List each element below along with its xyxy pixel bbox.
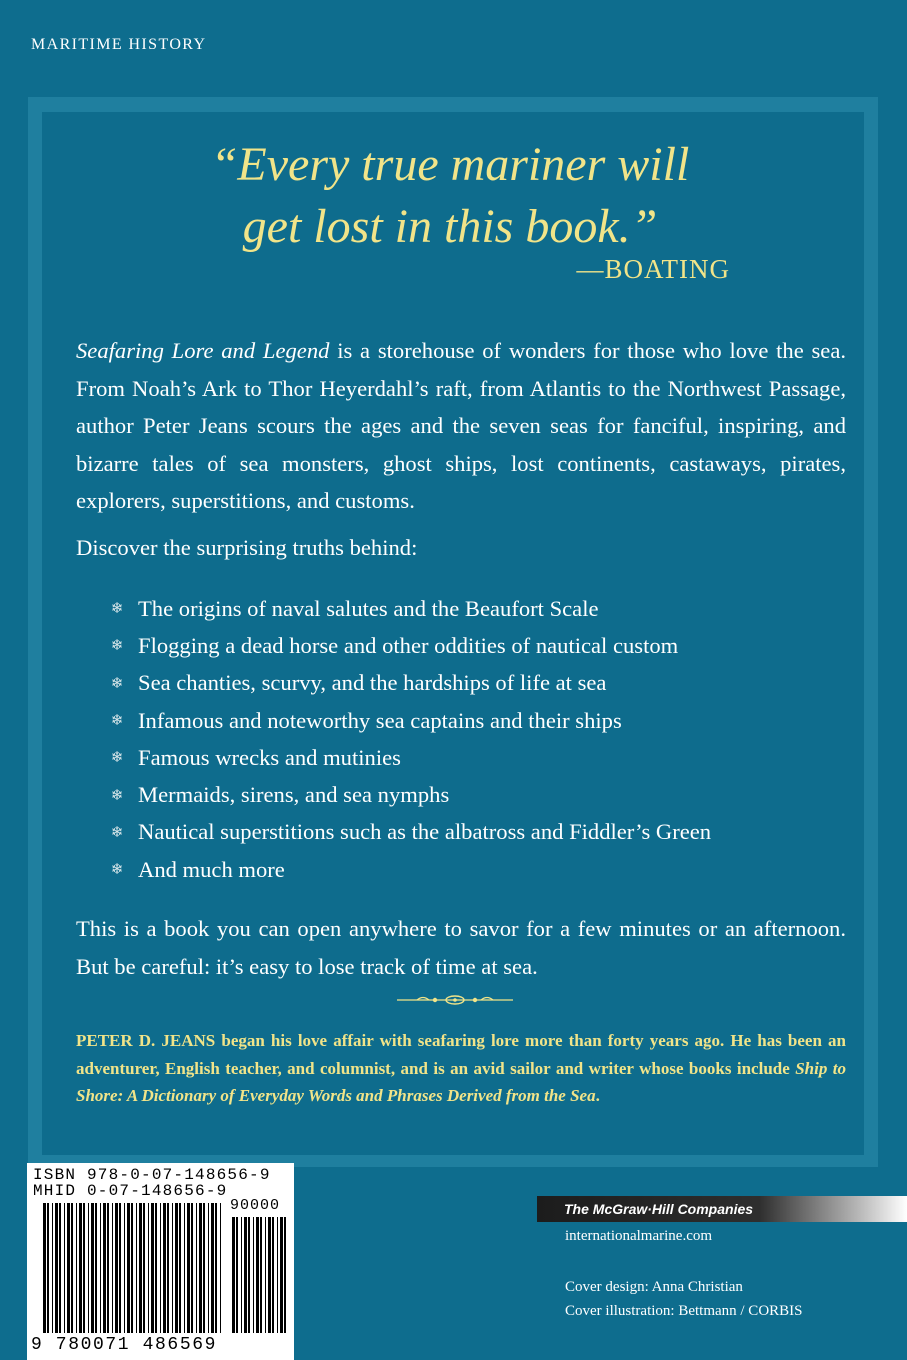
isbn-text: ISBN 978-0-07-148656-9 (33, 1166, 271, 1184)
category-label: MARITIME HISTORY (31, 36, 207, 53)
barcode-icon (27, 1163, 294, 1360)
list-item: ❄ And much more (110, 856, 285, 882)
barcode-box (27, 1163, 294, 1360)
snowflake-ornament-icon: ❄ (110, 750, 124, 767)
other-book-title: Ship to Shore: A Dictionary of Everyday Words and Phrases Derived from the Sea (76, 1058, 846, 1105)
quote-attribution: —BOATING (576, 254, 730, 284)
list-item: ❄ Famous wrecks and mutinies (110, 744, 401, 770)
intro-paragraph (76, 332, 846, 520)
snowflake-ornament-icon: ❄ (110, 824, 124, 841)
snowflake-ornament-icon: ❄ (110, 862, 124, 879)
author-bio: PETER D. JEANS began his love affair with seafaring lore more than forty years ago. He has been an adventurer, English teacher, and columnist, and is an avid sailor and writer whose books include Ship to Shore: A Dictionary of Everyday Words and Phrases Derived from the Sea. (76, 1031, 846, 1105)
price-code: 90000 (230, 1197, 281, 1214)
book-title: Seafaring Lore and Legend (76, 338, 330, 363)
publisher-logo: The McGraw·Hill Companies (537, 1196, 907, 1222)
bio-text: began his love affair with seafaring lore more than forty years ago. He has been an adventurer, English teacher, and columnist, and is an avid sailor and writer whose books include (76, 1031, 846, 1078)
snowflake-ornament-icon: ❄ (110, 675, 124, 692)
snowflake-ornament-icon: ❄ (110, 787, 124, 804)
quote-line-1: “Every true mariner will (210, 138, 690, 191)
list-item: ❄ Flogging a dead horse and other oddities of nautical custom (110, 632, 679, 658)
author-name: PETER D. JEANS (76, 1031, 216, 1050)
closing-paragraph: This is a book you can open anywhere to savor for a few minutes or an afternoon. But be careful: it’s easy to lose track of time at sea. (76, 916, 846, 979)
discover-heading: Discover the surprising truths behind: (76, 535, 418, 560)
intro-text: is a storehouse of wonders for those who love the sea. From Noah’s Ark to Thor Heyerdahl’s raft, from Atlantis to the Northwest Passage, author Peter Jeans scours the ages and the seven seas for fanciful, inspiring, and bizarre tales of sea monsters, ghost ships, lost continents, castaways, pirates, explorers, superstitions, and customs. (76, 338, 846, 513)
list-item: ❄ Nautical superstitions such as the albatross and Fiddler’s Green (110, 819, 712, 845)
topic-list (110, 590, 711, 888)
cover-illustration-credit: Cover illustration: Bettmann / CORBIS (565, 1303, 803, 1319)
mhid-text: MHID 0-07-148656-9 (33, 1182, 228, 1200)
snowflake-ornament-icon: ❄ (110, 713, 124, 730)
divider-ornament-icon (395, 993, 515, 1007)
ean-number: 9 780071 486569 (31, 1335, 218, 1355)
cover-design-credit: Cover design: Anna Christian (565, 1279, 743, 1295)
list-item: ❄ The origins of naval salutes and the Beaufort Scale (110, 595, 599, 621)
snowflake-ornament-icon: ❄ (110, 601, 124, 618)
quote-line-2: get lost in this book.” (242, 200, 658, 253)
publisher-website: internationalmarine.com (565, 1228, 713, 1244)
snowflake-ornament-icon: ❄ (110, 638, 124, 655)
list-item: ❄ Infamous and noteworthy sea captains and their ships (110, 707, 622, 733)
list-item: ❄ Sea chanties, scurvy, and the hardships of life at sea (110, 670, 607, 696)
list-item: ❄ Mermaids, sirens, and sea nymphs (110, 782, 450, 808)
pull-quote (140, 134, 760, 258)
